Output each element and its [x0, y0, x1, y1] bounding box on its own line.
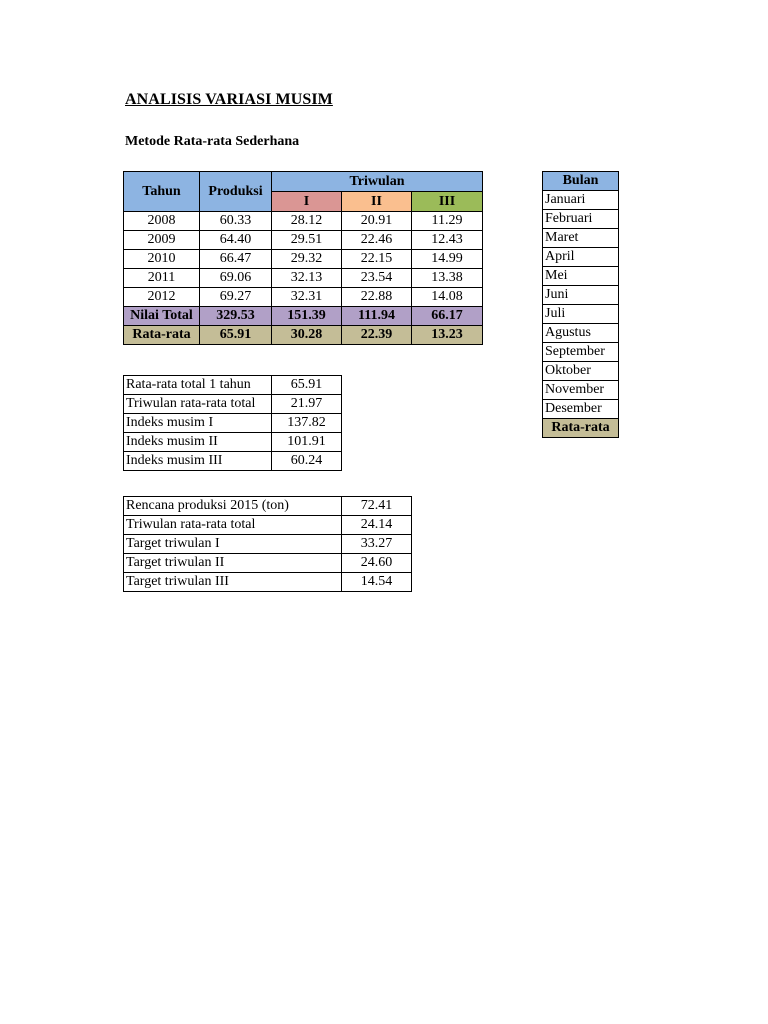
month-cell: Juli: [543, 305, 619, 324]
cell-year: 2012: [124, 288, 200, 307]
table-row: [124, 212, 483, 231]
month-cell: Maret: [543, 229, 619, 248]
total-production: 329.53: [200, 307, 272, 326]
total-q2: 111.94: [342, 307, 412, 326]
plan-label: Target triwulan III: [124, 573, 342, 592]
header-triwulan: Triwulan: [272, 172, 483, 192]
cell-year: 2008: [124, 212, 200, 231]
plan-label: Target triwulan I: [124, 535, 342, 554]
summary-value: 21.97: [272, 395, 342, 414]
summary-label: Indeks musim I: [124, 414, 272, 433]
month-cell: Januari: [543, 191, 619, 210]
cell-q2: 22.15: [342, 250, 412, 269]
cell-q2: 23.54: [342, 269, 412, 288]
plan-label: Target triwulan II: [124, 554, 342, 573]
cell-q1: 28.12: [272, 212, 342, 231]
table-row: [124, 497, 412, 516]
month-cell: April: [543, 248, 619, 267]
production-table: [123, 171, 483, 345]
cell-year: 2009: [124, 231, 200, 250]
cell-q3: 12.43: [412, 231, 483, 250]
average-q1: 30.28: [272, 326, 342, 345]
table-row: [124, 452, 342, 471]
cell-production: 64.40: [200, 231, 272, 250]
plan-label: Triwulan rata-rata total: [124, 516, 342, 535]
cell-q3: 14.08: [412, 288, 483, 307]
cell-q2: 22.46: [342, 231, 412, 250]
table-row: [124, 433, 342, 452]
seasonal-index-table: [123, 375, 342, 471]
table-row: [124, 535, 412, 554]
average-label: Rata-rata: [124, 326, 200, 345]
plan-value: 14.54: [342, 573, 412, 592]
header-q1: I: [272, 192, 342, 212]
months-table: [542, 171, 619, 438]
summary-label: Triwulan rata-rata total: [124, 395, 272, 414]
cell-q3: 14.99: [412, 250, 483, 269]
table-row: [124, 395, 342, 414]
header-produksi: Produksi: [200, 172, 272, 212]
cell-q3: 11.29: [412, 212, 483, 231]
cell-production: 69.06: [200, 269, 272, 288]
plan-value: 33.27: [342, 535, 412, 554]
table-row: [124, 554, 412, 573]
table-row: [124, 376, 342, 395]
total-label: Nilai Total: [124, 307, 200, 326]
summary-value: 60.24: [272, 452, 342, 471]
cell-q1: 29.51: [272, 231, 342, 250]
plan-value: 24.60: [342, 554, 412, 573]
header-tahun: Tahun: [124, 172, 200, 212]
month-cell: Agustus: [543, 324, 619, 343]
cell-q1: 32.31: [272, 288, 342, 307]
table-row: [124, 573, 412, 592]
average-q2: 22.39: [342, 326, 412, 345]
cell-q2: 20.91: [342, 212, 412, 231]
summary-label: Indeks musim II: [124, 433, 272, 452]
header-bulan: Bulan: [543, 172, 619, 191]
production-plan-table: [123, 496, 412, 592]
average-production: 65.91: [200, 326, 272, 345]
month-cell: Juni: [543, 286, 619, 305]
cell-production: 60.33: [200, 212, 272, 231]
plan-value: 24.14: [342, 516, 412, 535]
average-row: [124, 326, 483, 345]
table-row: [124, 414, 342, 433]
average-q3: 13.23: [412, 326, 483, 345]
method-subtitle: Metode Rata-rata Sederhana: [125, 134, 300, 149]
header-q3: III: [412, 192, 483, 212]
cell-year: 2011: [124, 269, 200, 288]
table-row: [124, 516, 412, 535]
cell-q2: 22.88: [342, 288, 412, 307]
total-q1: 151.39: [272, 307, 342, 326]
summary-value: 101.91: [272, 433, 342, 452]
cell-q1: 29.32: [272, 250, 342, 269]
cell-year: 2010: [124, 250, 200, 269]
plan-label: Rencana produksi 2015 (ton): [124, 497, 342, 516]
summary-label: Indeks musim III: [124, 452, 272, 471]
cell-production: 66.47: [200, 250, 272, 269]
total-row: [124, 307, 483, 326]
table-row: [124, 269, 483, 288]
month-cell: November: [543, 381, 619, 400]
total-q3: 66.17: [412, 307, 483, 326]
cell-q3: 13.38: [412, 269, 483, 288]
table-row: [124, 288, 483, 307]
summary-label: Rata-rata total 1 tahun: [124, 376, 272, 395]
cell-production: 69.27: [200, 288, 272, 307]
months-average-label: Rata-rata: [543, 419, 619, 438]
table-row: [124, 231, 483, 250]
cell-q1: 32.13: [272, 269, 342, 288]
month-cell: Desember: [543, 400, 619, 419]
plan-value: 72.41: [342, 497, 412, 516]
month-cell: Februari: [543, 210, 619, 229]
summary-value: 137.82: [272, 414, 342, 433]
page-title: ANALISIS VARIASI MUSIM: [125, 91, 333, 108]
table-row: [124, 250, 483, 269]
month-cell: Oktober: [543, 362, 619, 381]
header-q2: II: [342, 192, 412, 212]
summary-value: 65.91: [272, 376, 342, 395]
month-cell: Mei: [543, 267, 619, 286]
month-cell: September: [543, 343, 619, 362]
